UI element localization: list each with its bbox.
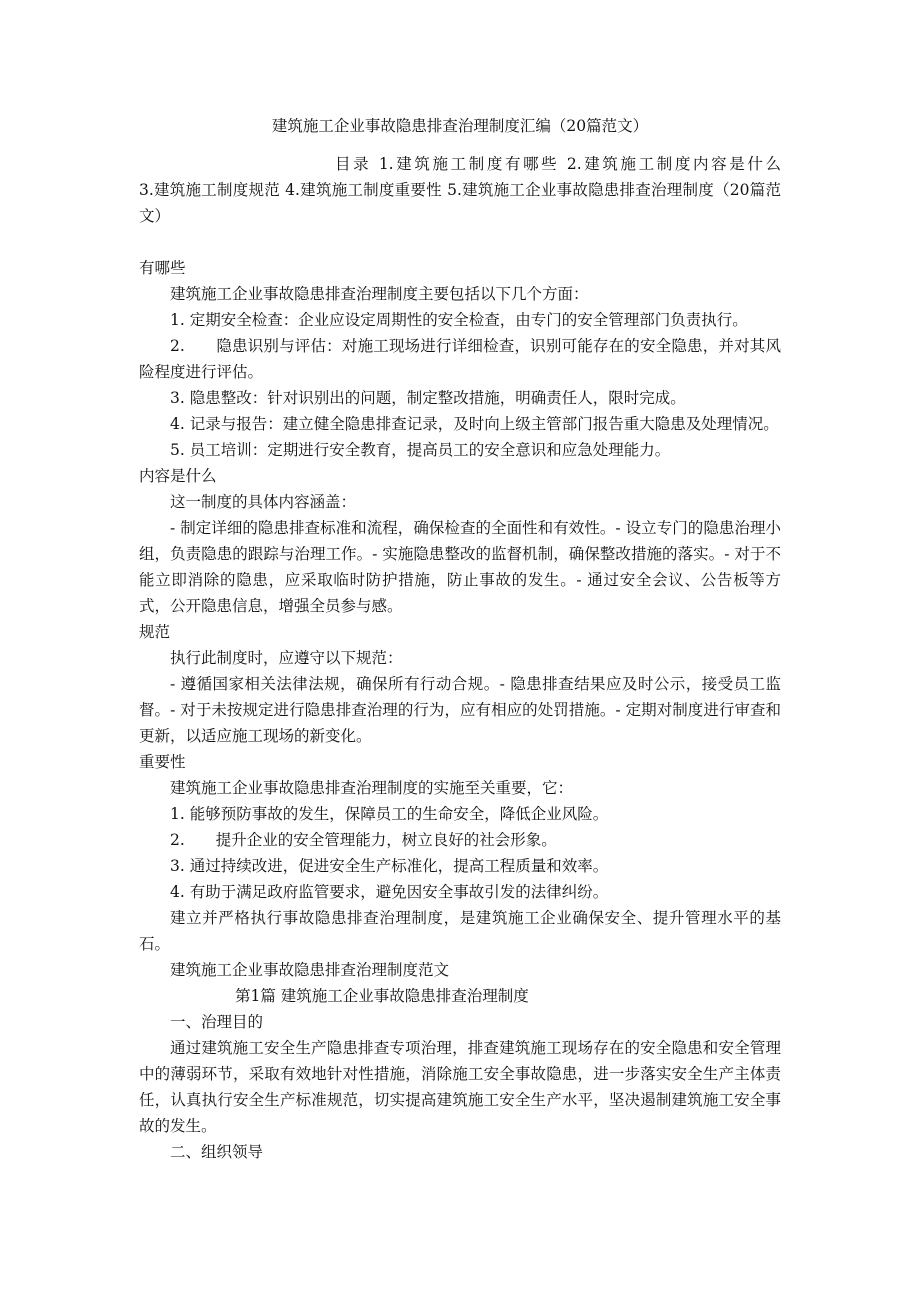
toc-item-5: 5.建筑施工企业事故隐患排查治理制度（20篇范文） bbox=[139, 181, 781, 225]
section-heading-2: 内容是什么 bbox=[139, 467, 217, 485]
toc-item-1: 1.建筑施工制度有哪些 bbox=[378, 155, 560, 173]
section-heading-1: 有哪些 bbox=[139, 259, 186, 277]
subheading-1-body: 通过建筑施工安全生产隐患排查专项治理，排查建筑施工现场存在的安全隐患和安全管理中的薄弱环节，采取有效地针对性措施，消除施工安全事故隐患，进一步落实安全生产主体责任，认真执行安全生产标准规范，切实提高建筑施工安全生产水平，坚决遏制建筑施工安全事故的发生。 bbox=[139, 1039, 781, 1135]
section-heading-5: 建筑施工企业事故隐患排查治理制度范文 bbox=[170, 961, 450, 979]
list-item: 3. 通过持续改进，促进安全生产标准化，提高工程质量和效率。 bbox=[170, 857, 609, 875]
section-body-3: - 遵循国家相关法律法规，确保所有行动合规。- 隐患排查结果应及时公示，接受员工监督。- 对于未按规定进行隐患排查治理的行为，应有相应的处罚措施。- 定期对制度进行审查和更新，以适应施工现场的新变化。 bbox=[139, 675, 781, 745]
document-body bbox=[139, 113, 781, 1165]
section-intro-1: 建筑施工企业事故隐患排查治理制度主要包括以下几个方面： bbox=[170, 285, 589, 303]
list-item: 4. 记录与报告：建立健全隐患排查记录，及时向上级主管部门报告重大隐患及处理情况。 bbox=[170, 415, 779, 433]
list-item: 2. 隐患识别与评估：对施工现场进行详细检查，识别可能存在的安全隐患，并对其风险程度进行评估。 bbox=[139, 337, 781, 381]
toc-item-4: 4.建筑施工制度重要性 bbox=[285, 181, 442, 199]
list-item: 2. 提升企业的安全管理能力，树立良好的社会形象。 bbox=[170, 831, 557, 849]
section-conclusion-4: 建立并严格执行事故隐患排查治理制度，是建筑施工企业确保安全、提升管理水平的基石。 bbox=[139, 909, 781, 953]
subheading-1: 一、治理目的 bbox=[170, 1013, 264, 1031]
list-item: 1. 能够预防事故的发生，保障员工的生命安全，降低企业风险。 bbox=[170, 805, 609, 823]
chapter-title: 第1篇 建筑施工企业事故隐患排查治理制度 bbox=[235, 987, 529, 1005]
section-intro-2: 这一制度的具体内容涵盖： bbox=[170, 493, 357, 511]
document-title: 建筑施工企业事故隐患排查治理制度汇编（20篇范文） bbox=[271, 117, 649, 135]
list-item: 1. 定期安全检查：企业应设定周期性的安全检查，由专门的安全管理部门负责执行。 bbox=[170, 311, 748, 329]
section-body-2: - 制定详细的隐患排查标准和流程，确保检查的全面性和有效性。- 设立专门的隐患治理小组，负责隐患的跟踪与治理工作。- 实施隐患整改的监督机制，确保整改措施的落实。- 对于不能立即消除的隐患，应采取临时防护措施，防止事故的发生。- 通过安全会议、公告板等方式，公开隐患信息，增强全员参与感。 bbox=[139, 519, 781, 615]
toc-item-3: 3.建筑施工制度规范 bbox=[139, 181, 280, 199]
toc-label: 目录 bbox=[335, 155, 372, 173]
list-item: 5. 员工培训：定期进行安全教育，提高员工的安全意识和应急处理能力。 bbox=[170, 441, 671, 459]
section-heading-3: 规范 bbox=[139, 623, 171, 641]
subheading-2: 二、组织领导 bbox=[170, 1143, 264, 1161]
spacer bbox=[139, 229, 781, 255]
toc-item-2: 2.建筑施工制度内容是什么 bbox=[566, 155, 781, 173]
list-item: 4. 有助于满足政府监管要求，避免因安全事故引发的法律纠纷。 bbox=[170, 883, 609, 901]
list-item: 3. 隐患整改：针对识别出的问题，制定整改措施，明确责任人，限时完成。 bbox=[170, 389, 686, 407]
section-intro-4: 建筑施工企业事故隐患排查治理制度的实施至关重要，它： bbox=[170, 779, 574, 797]
section-intro-3: 执行此制度时，应遵守以下规范： bbox=[170, 649, 403, 667]
table-of-contents bbox=[139, 151, 781, 229]
section-heading-4: 重要性 bbox=[139, 753, 186, 771]
